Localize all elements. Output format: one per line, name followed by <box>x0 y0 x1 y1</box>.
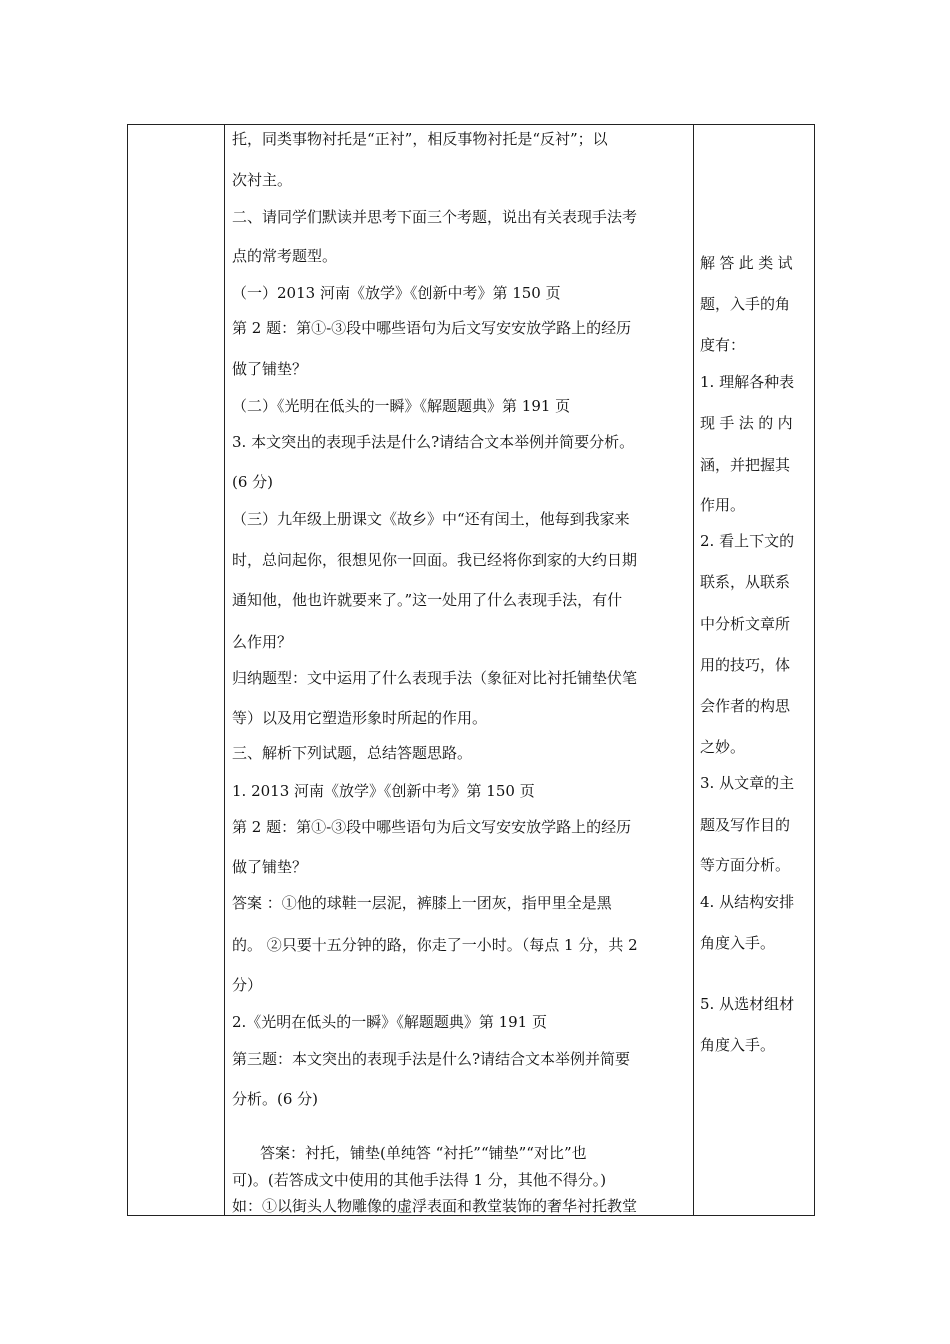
text-line: （一）2013 河南《放学》《创新中考》第 150 页 <box>232 284 561 302</box>
tip-line: 解答此类试 <box>700 254 798 272</box>
text-line: 归纳题型：文中运用了什么表现手法（象征对比衬托铺垫伏笔 <box>232 669 638 687</box>
text-line: 可)。(若答成文中使用的其他手法得 1 分，其他不得分。) <box>232 1171 607 1189</box>
text-line: （三）九年级上册课文《故乡》中“还有闰土，他每到我家来 <box>232 510 630 528</box>
text-line: 分） <box>232 976 263 994</box>
text-line: (6 分) <box>232 473 274 491</box>
text-line: 点的常考题型。 <box>232 247 338 265</box>
text-line: 如：①以街头人物雕像的虚浮表面和教堂装饰的奢华衬托教堂 <box>232 1197 638 1215</box>
text-line: 3. 本文突出的表现手法是什么?请结合文本举例并简要分析。 <box>232 433 635 451</box>
text-line: 分析。(6 分) <box>232 1090 319 1108</box>
tip-line: 度有： <box>700 336 746 354</box>
text-line: 第三题：本文突出的表现手法是什么?请结合文本举例并简要 <box>232 1050 631 1068</box>
tip-line: 作用。 <box>700 496 746 514</box>
text-line: 做了铺垫？ <box>232 360 308 378</box>
text-line: 第 2 题：第①-③段中哪些语句为后文写安安放学路上的经历 <box>232 818 632 836</box>
text-line: 次衬主。 <box>232 171 293 189</box>
tip-line: 之妙。 <box>700 738 746 756</box>
tip-line: 3. 从文章的主 <box>700 774 795 792</box>
tip-line: 4. 从结构安排 <box>700 893 795 911</box>
tip-line: 5. 从选材组材 <box>700 995 795 1013</box>
text-line: 第 2 题：第①-③段中哪些语句为后文写安安放学路上的经历 <box>232 319 632 337</box>
tip-line: 中分析文章所 <box>700 615 791 633</box>
text-line: 1. 2013 河南《放学》《创新中考》第 150 页 <box>232 782 535 800</box>
tip-line: 1. 理解各种表 <box>700 373 795 391</box>
text-line: 的。 ②只要十五分钟的路，你走了一小时。（每点 1 分，共 2 <box>232 936 638 954</box>
text-line: 三、解析下列试题，总结答题思路。 <box>232 744 473 762</box>
column-divider-left <box>224 125 225 1215</box>
tip-line: 等方面分析。 <box>700 856 791 874</box>
text-line: 答案：衬托，铺垫(单纯答 “衬托”“铺垫”“对比”也 <box>260 1144 587 1162</box>
text-line: 时，总问起你，很想见你一回面。我已经将你到家的大约日期 <box>232 551 638 569</box>
tip-line: 涵，并把握其 <box>700 456 791 474</box>
text-line: 托，同类事物衬托是“正衬”，相反事物衬托是“反衬”；以 <box>232 130 608 148</box>
tip-line: 现手法的内 <box>700 414 798 432</box>
text-line: 么作用？ <box>232 633 293 651</box>
text-line: 二、请同学们默读并思考下面三个考题，说出有关表现手法考 <box>232 208 638 226</box>
content-table <box>127 124 815 1216</box>
tip-line: 2. 看上下文的 <box>700 532 795 550</box>
tip-line: 联系，从联系 <box>700 573 791 591</box>
text-line: 等）以及用它塑造形象时所起的作用。 <box>232 709 488 727</box>
text-line: 答案 ：①他的球鞋一层泥，裤膝上一团灰，指甲里全是黑 <box>232 894 612 912</box>
tip-line: 会作者的构思 <box>700 697 791 715</box>
column-divider-right <box>693 125 694 1215</box>
tip-line: 角度入手。 <box>700 1036 776 1054</box>
text-line: 做了铺垫？ <box>232 858 308 876</box>
tip-line: 角度入手。 <box>700 934 776 952</box>
tip-line: 题及写作目的 <box>700 816 791 834</box>
text-line: 通知他，他也许就要来了。”这一处用了什么表现手法，有什 <box>232 591 623 609</box>
text-line: 2.《光明在低头的一瞬》《解题题典》第 191 页 <box>232 1013 547 1031</box>
tip-line: 用的技巧，体 <box>700 656 791 674</box>
text-line: （二）《光明在低头的一瞬》《解题题典》第 191 页 <box>232 397 571 415</box>
tip-line: 题，入手的角 <box>700 295 791 313</box>
